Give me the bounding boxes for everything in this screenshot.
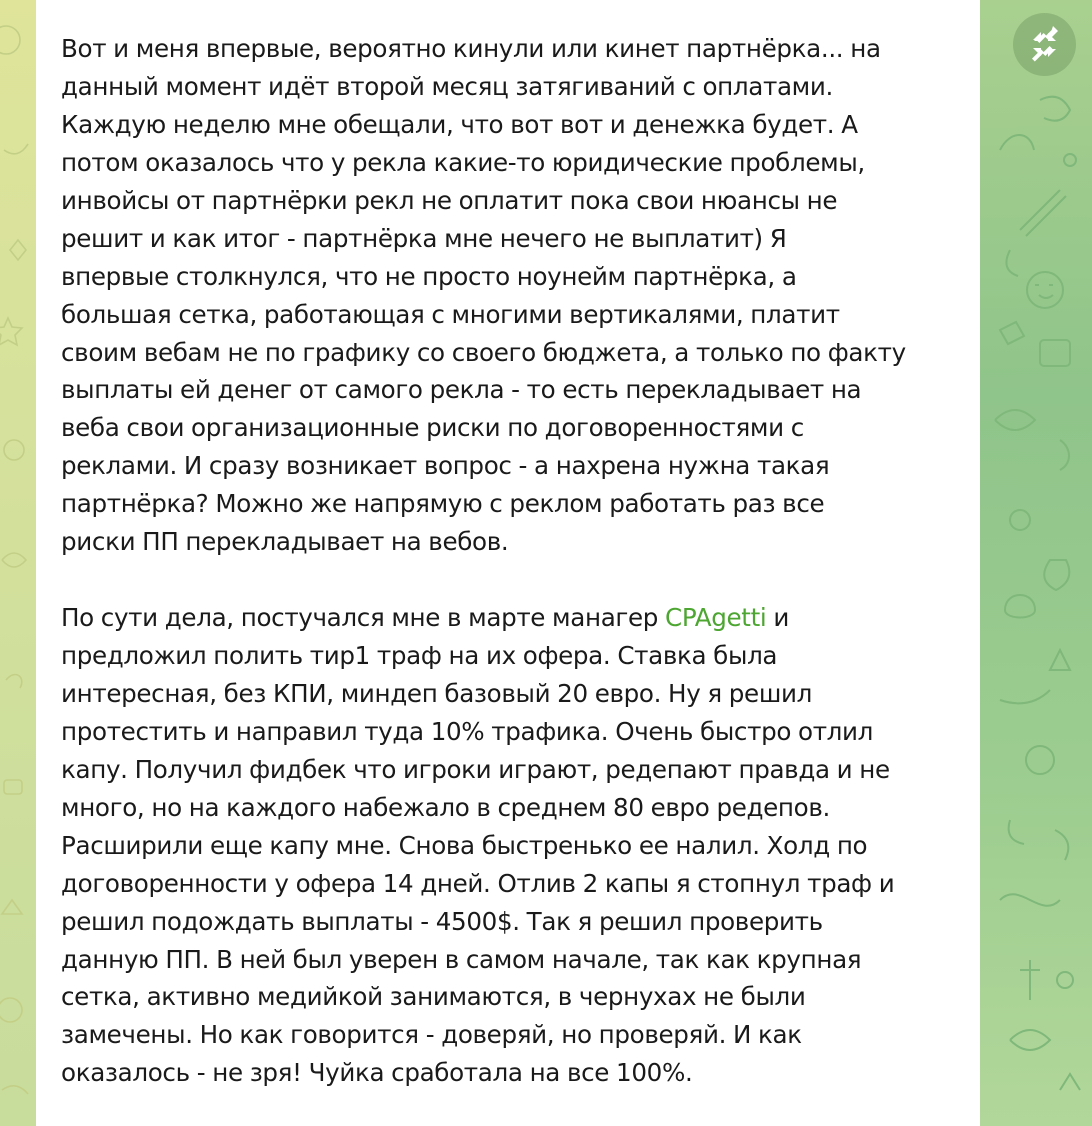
message-line: потом оказалось что у рекла какие-то юридические проблемы, [61,147,865,177]
message-line: протестить и направил туда 10% трафика. Очень быстро отлил [61,716,874,746]
chat-wallpaper-right [980,0,1092,1126]
message-line: инвойсы от партнёрки рекл не оплатит пока свои нюансы не [61,185,838,215]
message-line: Расширили еще капу мне. Снова быстренько ее налил. Холд по [61,830,868,860]
message-line: партнёрка? Можно же напрямую с реклом работать раз все [61,489,825,519]
message-line: много, но на каждого набежало в среднем 80 евро редепов. [61,792,830,822]
message-line: Вот и меня впервые, вероятно кинули или кинет партнёрка... на [61,34,881,63]
message-line: договоренности у офера 14 дней. Отлив 2 капы я стопнул траф и [61,868,895,898]
wallpaper-doodles [0,0,36,1126]
chat-wallpaper-left [0,0,36,1126]
message-line: предложил полить тир1 траф на их офера. Ставка была [61,641,778,670]
message-line: впервые столкнулся, что не просто ноунейм партнёрка, а [61,261,797,291]
message-line: решил подождать выплаты - 4500$. Так я решил проверить [61,906,823,936]
message-line: оказалось - не зря! Чуйка сработала на все 100%. [61,1058,693,1088]
message-text [61,30,961,1092]
message-line-with-mention [61,599,961,637]
message-line: замечены. Но как говорится - доверяй, но проверяй. И как [61,1020,802,1050]
message-line: реклами. И сразу возникает вопрос - а нахрена нужна такая [61,451,830,481]
message-line-text: и [766,603,789,633]
collapse-button[interactable] [1013,13,1076,76]
message-line: данную ПП. В ней был уверен в самом начале, так как крупная [61,944,862,974]
message-bubble [36,0,980,1126]
mention-link-cpagetti[interactable]: CPAgetti [665,603,767,633]
message-line: данный момент идёт второй месяц затягиваний с оплатами. [61,71,833,101]
wallpaper-doodles [980,0,1092,1126]
message-line: интересная, без КПИ, миндеп базовый 20 евро. Ну я решил [61,678,812,708]
message-line: риски ПП перекладывает на вебов. [61,527,509,557]
message-line: решит и как итог - партнёрка мне нечего не выплатит) Я [61,223,787,253]
message-line: сетка, активно медийкой занимаются, в чернухах не были [61,982,806,1012]
message-line: большая сетка, работающая с многими вертикалями, платит [61,299,840,329]
paragraph-spacer [61,561,961,599]
message-line: выплаты ей денег от самого рекла - то есть перекладывает на [61,375,862,405]
message-line: капу. Получил фидбек что игроки играют, редепают правда и не [61,754,890,784]
message-line: веба свои организационные риски по договоренностями с [61,413,804,443]
message-line-text: По сути дела, постучался мне в марте манагер [61,603,666,633]
message-line: своим вебам не по графику со своего бюджета, а только по факту [61,337,906,367]
collapse-arrows-icon [1013,13,1076,76]
message-line: Каждую неделю мне обещали, что вот вот и денежка будет. А [61,109,858,139]
